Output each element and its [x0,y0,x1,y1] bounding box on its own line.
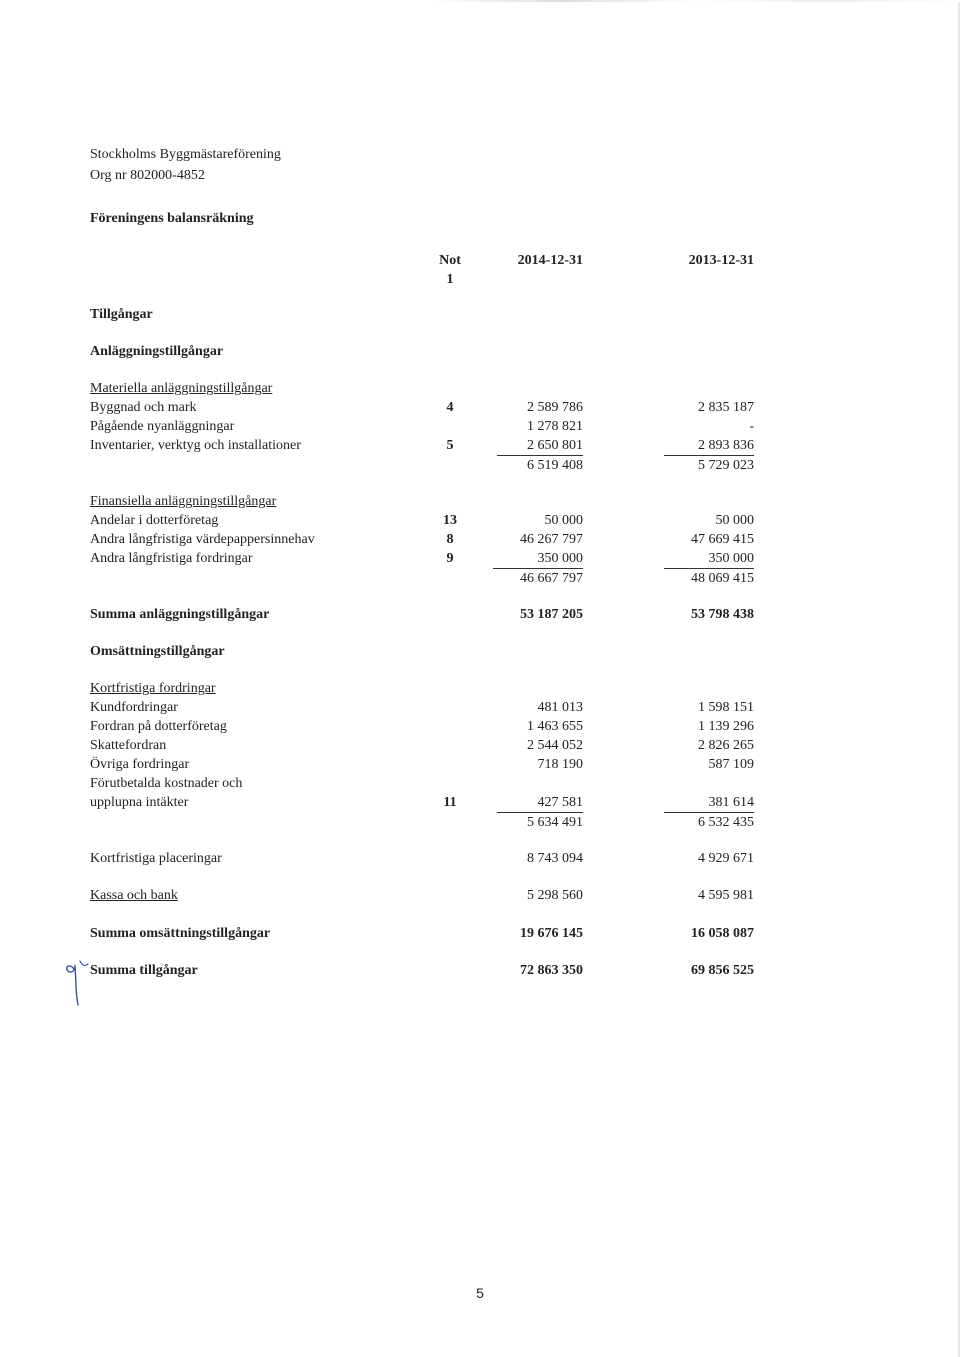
row-note-andelar: 13 [443,513,457,528]
page-number: 5 [476,1285,484,1301]
row-label-forutbetalda-1: Förutbetalda kostnader och [90,776,243,791]
row-value-2013-kassa: 4 595 981 [698,888,754,903]
row-value-2014-byggnad: 2 589 786 [527,400,583,415]
row-label-kund: Kundfordringar [90,700,178,715]
row-label-ovriga: Övriga fordringar [90,757,190,772]
org-name: Stockholms Byggmästareförening [90,147,281,162]
org-number: Org nr 802000-4852 [90,168,205,183]
row-label-vardepapper: Andra långfristiga värdepappersinnehav [90,532,315,547]
row-note-vardepapper: 8 [446,532,454,547]
column-header-2014: 2014-12-31 [517,253,583,268]
row-value-2013-byggnad: 2 835 187 [698,400,754,415]
note-column-header: Not [439,253,461,268]
row-label-fordringar-lang: Andra långfristiga fordringar [90,551,253,566]
subtotal-rule [497,812,583,813]
column-header-2013: 2013-12-31 [688,253,754,268]
row-note-forutbetalda: 11 [443,795,457,810]
row-value-2013-forutbetalda: 381 614 [708,795,754,810]
row-value-2013-placeringar: 4 929 671 [698,851,754,866]
subtotal-rule [664,812,754,813]
total-label-omsattning: Summa omsättningstillgångar [90,926,271,941]
row-value-2014-andelar: 50 000 [544,513,583,528]
row-value-2013-vardepapper: 47 669 415 [691,532,754,547]
total-2013-tillgangar: 69 856 525 [691,963,754,978]
subsection-materiella: Materiella anläggningstillgångar [90,381,273,396]
row-note-byggnad: 4 [446,400,454,415]
subsection-kortfristiga-fordringar: Kortfristiga fordringar [90,681,216,696]
subtotal-rule [497,455,583,456]
total-label-tillgangar: Summa tillgångar [90,963,198,978]
handwritten-signature [60,955,94,1007]
subtotal-2014-finansiella: 46 667 797 [520,571,583,586]
scan-top-artifact [430,0,960,2]
total-2013-anlaggning: 53 798 438 [691,607,754,622]
row-value-2014-pagaende: 1 278 821 [527,419,583,434]
total-2014-omsattning: 19 676 145 [520,926,583,941]
row-value-2013-pagaende: - [749,419,754,434]
subtotal-2013-finansiella: 48 069 415 [691,571,754,586]
row-value-2013-inventarier: 2 893 836 [698,438,754,453]
row-label-forutbetalda-2: upplupna intäkter [90,795,189,810]
subsection-finansiella: Finansiella anläggningstillgångar [90,494,277,509]
row-label-inventarier: Inventarier, verktyg och installationer [90,438,301,453]
row-note-inventarier: 5 [446,438,454,453]
section-anlaggningstillgangar: Anläggningstillgångar [90,344,224,359]
row-value-2014-kassa: 5 298 560 [527,888,583,903]
row-value-2014-ovriga: 718 190 [537,757,583,772]
subtotal-rule [664,455,754,456]
row-value-2013-kund: 1 598 151 [698,700,754,715]
note-column-subheader: 1 [446,272,454,287]
total-label-anlaggning: Summa anläggningstillgångar [90,607,270,622]
row-label-placeringar: Kortfristiga placeringar [90,851,222,866]
subtotal-2013-materiella: 5 729 023 [698,458,754,473]
row-value-2014-kund: 481 013 [537,700,583,715]
subtotal-2014-materiella: 6 519 408 [527,458,583,473]
row-value-2014-skatt: 2 544 052 [527,738,583,753]
row-label-kassa: Kassa och bank [90,888,178,903]
total-2014-tillgangar: 72 863 350 [520,963,583,978]
row-value-2013-andelar: 50 000 [715,513,754,528]
row-label-dotter: Fordran på dotterföretag [90,719,227,734]
row-value-2014-dotter: 1 463 655 [527,719,583,734]
row-value-2013-dotter: 1 139 296 [698,719,754,734]
row-value-2014-vardepapper: 46 267 797 [520,532,583,547]
row-value-2013-fordringar-lang: 350 000 [708,551,754,566]
subtotal-2014-kortfristiga: 5 634 491 [527,815,583,830]
row-label-byggnad: Byggnad och mark [90,400,197,415]
row-note-fordringar-lang: 9 [446,551,454,566]
subtotal-rule [664,568,754,569]
row-label-andelar: Andelar i dotterföretag [90,513,219,528]
total-2014-anlaggning: 53 187 205 [520,607,583,622]
row-value-2014-inventarier: 2 650 801 [527,438,583,453]
section-omsattningstillgangar: Omsättningstillgångar [90,644,225,659]
page-title: Föreningens balansräkning [90,211,254,226]
row-label-pagaende: Pågående nyanläggningar [90,419,235,434]
row-value-2014-fordringar-lang: 350 000 [537,551,583,566]
row-value-2013-ovriga: 587 109 [708,757,754,772]
row-value-2013-skatt: 2 826 265 [698,738,754,753]
section-tillgangar: Tillgångar [90,307,153,322]
subtotal-rule [493,568,583,569]
row-value-2014-forutbetalda: 427 581 [537,795,583,810]
total-2013-omsattning: 16 058 087 [691,926,754,941]
row-label-skatt: Skattefordran [90,738,167,753]
subtotal-2013-kortfristiga: 6 532 435 [698,815,754,830]
row-value-2014-placeringar: 8 743 094 [527,851,583,866]
